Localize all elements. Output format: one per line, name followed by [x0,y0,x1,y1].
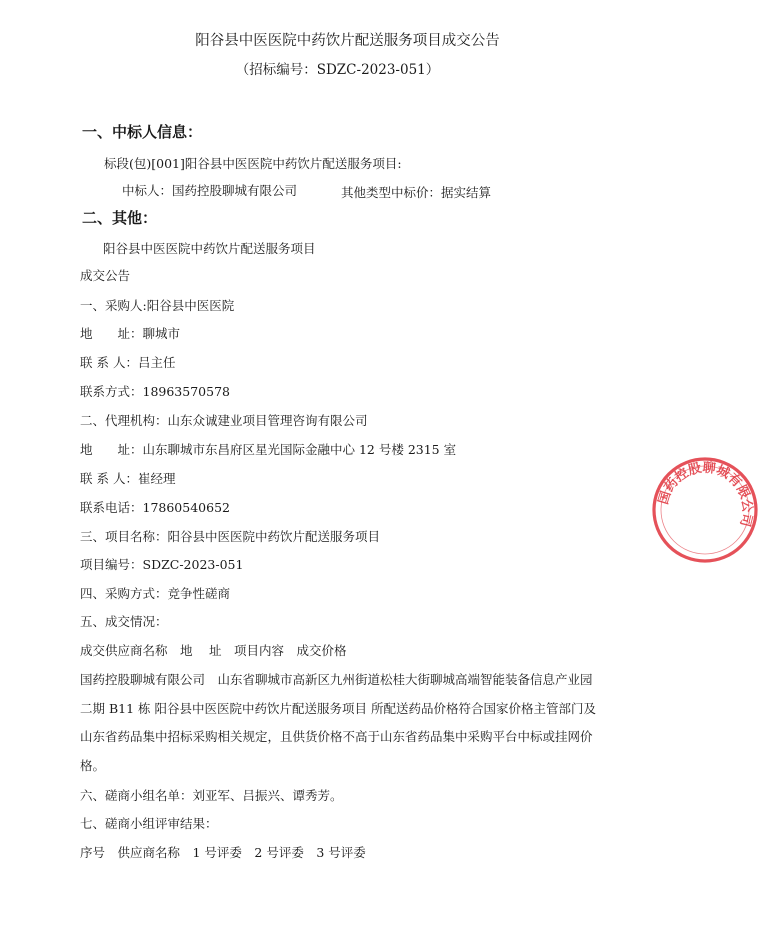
buyer-address: 地 址：聊城市 [80,326,181,341]
result-heading: 五、成交情况： [80,614,168,629]
agency-contact: 联 系 人：崔经理 [80,471,176,486]
section1-heading: 一、中标人信息： [82,123,203,141]
project-line: 阳谷县中医医院中药饮片配送服务项目 [103,241,316,256]
procurement-method: 四、采购方式：竞争性磋商 [80,586,231,601]
result-body: 国药控股聊城有限公司 山东省聊城市高新区九州街道松桂大街聊城高端智能装备信息产业园二期 B11 栋 阳谷县中医医院中药饮片配送服务项目 所配送药品价格符合国家价格主管部门及山东省药品集中招标采购相关规定，且供货价格不高于山东省药品集中采购平台中标或挂网价格。 [80,672,596,773]
lot-line: 标段(包)[001]阳谷县中医医院中药饮片配送服务项目: [104,156,402,171]
project-no: 项目编号：SDZC-2023-051 [80,557,244,572]
result-table-header: 成交供应商名称 地 址 项目内容 成交价格 [80,643,347,658]
seal-text: 国药控股聊城有限公司 [656,460,755,529]
document-title: 阳谷县中医医院中药饮片配送服务项目成交公告 [195,33,500,49]
project-name: 三、项目名称：阳谷县中医医院中药饮片配送服务项目 [80,529,381,544]
document-subtitle: （招标编号：SDZC-2023-051） [235,62,440,78]
agency-line: 二、代理机构：山东众诚建业项目管理咨询有限公司 [80,413,368,428]
buyer-line: 一、采购人:阳谷县中医医院 [80,298,235,313]
panel-members: 六、磋商小组名单：刘亚军、吕振兴、谭秀芳。 [80,788,343,803]
company-seal [650,455,760,565]
review-heading: 七、磋商小组评审结果： [80,816,218,831]
agency-phone: 联系电话：17860540652 [80,500,230,515]
section2-heading: 二、其他： [82,209,158,227]
buyer-phone: 联系方式：18963570578 [80,384,230,399]
winner-label: 中标人：国药控股聊城有限公司 [122,183,298,198]
agency-address: 地 址：山东聊城市东昌府区星光国际金融中心 12 号楼 2315 室 [80,442,457,457]
buyer-contact: 联 系 人：吕主任 [80,355,176,370]
price-label: 其他类型中标价：据实结算 [341,185,492,200]
announce-label: 成交公告 [80,268,131,283]
review-table-header: 序号 供应商名称 1 号评委 2 号评委 3 号评委 [80,845,366,860]
svg-text:国药控股聊城有限公司 [655,460,755,529]
